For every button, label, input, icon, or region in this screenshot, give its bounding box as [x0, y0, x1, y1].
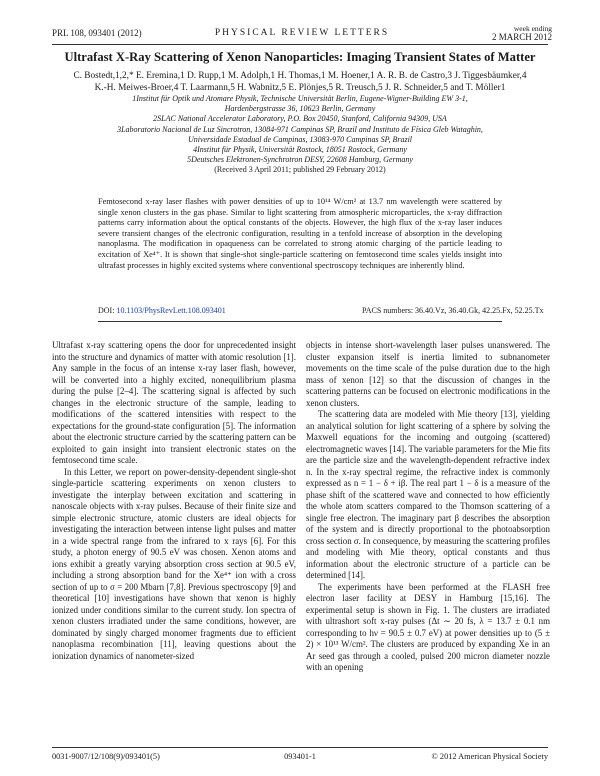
journal-name: PHYSICAL REVIEW LETTERS [214, 28, 390, 38]
body-paragraph: The experiments have been performed at the FLASH free electron laser facility at DESY in Hamburg [15,16]. The experimental setup is shown in Fig. 1. The clusters are irradiated with ultrashort soft x-ray pulses (Δt ∼ 20 fs, λ = 13.7 ± 0.1 nm corresponding to hν = 90.5 ± 0.7 eV) at power densities up to (5 ± 2) × 10¹³ W/cm². The clusters are produced by expanding Xe in an Ar seed gas through a cooled, pulsed 200 micron diameter nozzle with an opening [306, 581, 550, 672]
doi-line [98, 306, 226, 315]
affiliation-line: Hardenbergstrasse 36, 10623 Berlin, Germany [224, 104, 376, 114]
affiliation-line: Universidade Estadual de Campinas, 13083-970 Campinas SP, Brazil [187, 134, 413, 144]
right-column [306, 340, 550, 674]
week-ending-label: week ending [513, 24, 552, 33]
doi-label: DOI: [98, 306, 115, 315]
affiliations [90, 94, 510, 176]
issue-date [492, 24, 552, 42]
body-paragraph: In this Letter, we report on power-density-dependent single-shot single-particle scattering experiments on xenon clusters to investigate the interplay between excitation and scattering in nanoscale objects with x-ray pulses. Because of their finite size and simple electronic structure, atomic clusters are ideal objects for investigating the interaction between intense light pulses and matter in a wide spectral range from the infrared to x rays [6]. For this study, a photon energy of 90.5 eV was chosen. Xenon atoms and ions exhibit a greatly varying absorption cross section at 90.5 eV, including a strong absorption band for the Xe⁴⁺ ion with a cross section of up to σ = 200 Mbarn [7,8]. Previous spectroscopy [9] and theoretical [10] investigations have shown that xenon is highly ionized under conditions similar to the current study. Ion spectra of xenon clusters irradiated under the same conditions, however, are dominated by singly charged monomer fragments due to efficient nanoplasma recombination [11], leaving questions about the ionization dynamics of nanometer-sized [52, 466, 296, 661]
received-date: (Received 3 April 2011; published 29 February 2012) [214, 165, 386, 175]
affiliation-line: 4Institut für Physik, Universität Rostock, 18051 Rostock, Germany [193, 145, 407, 155]
date-label: 2 MARCH 2012 [491, 32, 552, 42]
affiliation-line: 5Deutsches Elektronen-Synchrotron DESY, 22608 Hamburg, Germany [187, 155, 413, 165]
journal-reference: PRL 108, 093401 (2012) [52, 28, 142, 38]
affiliation-line: 2SLAC National Accelerator Laboratory, P.O. Box 20450, Stanford, California 94309, USA [153, 114, 447, 124]
affiliation-line: 1Institut für Optik und Atomare Physik, Technische Universität Berlin, Eugene-Wigner-Building EW 3-1, [132, 94, 468, 103]
footer-code: 0031-9007/12/108(9)/093401(5) [52, 752, 160, 761]
header-rule [52, 44, 548, 45]
paper-title: Ultrafast X-Ray Scattering of Xenon Nanoparticles: Imaging Transient States of Matter [64, 50, 536, 64]
abstract-rule [98, 321, 502, 322]
doi-link[interactable]: 10.1103/PhysRevLett.108.093401 [116, 306, 226, 315]
footer-rule [52, 747, 548, 748]
author-line: C. Bostedt,1,2,* E. Eremina,1 D. Rupp,1 M. Adolph,1 H. Thomas,1 M. Hoener,1 A. R. B. de Castro,3 J. Tiggesbäumker,4 [73, 71, 527, 81]
pacs-numbers: PACS numbers: 36.40.Vz, 36.40.Gk, 42.25.Fx, 52.25.Tx [362, 306, 544, 315]
body-paragraph: Ultrafast x-ray scattering opens the door for unprecedented insight into the structure and dynamics of matter with atomic resolution [1]. Any sample in the focus of an intense x-ray laser flash, however, will be converted into a highly excited, nonequilibrium plasma during the pulse [2–4]. The scattering signal is affected by such changes in the electronic structure of the sample, leading to modifications of the scattered intensities with respect to the expectations for the ground-state configuration [5]. The information about the electronic structure carried by the scattering pattern can be exploited to gain insight into transient electronic states on the femtosecond time scale. [52, 340, 296, 465]
body-paragraph: The scattering data are modeled with Mie theory [13], yielding an analytical solution for light scattering of a sphere by solving the Maxwell equations for the incoming and outgoing (scattered) electromagnetic waves [14]. The variable parameters for the Mie fits are the particle size and the wavelength-dependent refractive index n. In the x-ray spectral regime, the refractive index is commonly expressed as n = 1 − δ + iβ. The real part 1 − δ is a measure of the phase shift of the scattered wave and connected to how efficiently the whole atom scatters compared to the Thomson scattering of a single free electron. The imaginary part β describes the absorption of the system and is directly proportional to the photoabsorption cross section σ. In consequence, by measuring the scattering profiles and modeling with Mie theory, optical constants and thus information about the electronic structure of a particle can be determined [14]. [306, 409, 550, 580]
running-header [52, 24, 552, 44]
body-paragraph: objects in intense short-wavelength laser pulses unanswered. The cluster expansion itself is inertia limited to subnanometer movements on the time scale of the pulse duration due to the high mass of xenon [12] so that the discussion of changes in the scattering patterns can be focused on electronic modifications in the xenon clusters. [306, 340, 550, 408]
affiliation-line: 3Laboratorio Nacional de Luz Sincrotron, 13084-971 Campinas SP, Brazil and Instituto de Física Gleb Wataghin, [117, 124, 483, 134]
left-column [52, 340, 296, 662]
copyright: © 2012 American Physical Society [431, 752, 548, 761]
author-line: K.-H. Meiwes-Broer,4 T. Laarmann,5 H. Wabnitz,5 E. Plönjes,5 R. Treusch,5 J. R. Schneider,5 and T. Möller1 [94, 82, 506, 93]
author-list [56, 71, 544, 94]
abstract: Femtosecond x-ray laser flashes with power densities of up to 10¹⁴ W/cm² at 13.7 nm wavelength were scattered by single xenon clusters in the gas phase. Similar to light scattering from atmospheric microparticles, the x-ray diffraction patterns carry information about the optical constants of the objects. However, the high flux of the x-ray laser induces severe transient changes of the electronic configuration, resulting in a tenfold increase of absorption in the developing nanoplasma. The modification in opaqueness can be correlated to strong atomic charging of the particle leading to excitation of Xe⁴⁺. It is shown that single-shot single-particle scattering on femtosecond time scales yields insight into ultrafast processes in highly excited systems where conventional spectroscopy techniques are inherently blind. [98, 197, 502, 270]
page-number: 093401-1 [284, 752, 316, 761]
